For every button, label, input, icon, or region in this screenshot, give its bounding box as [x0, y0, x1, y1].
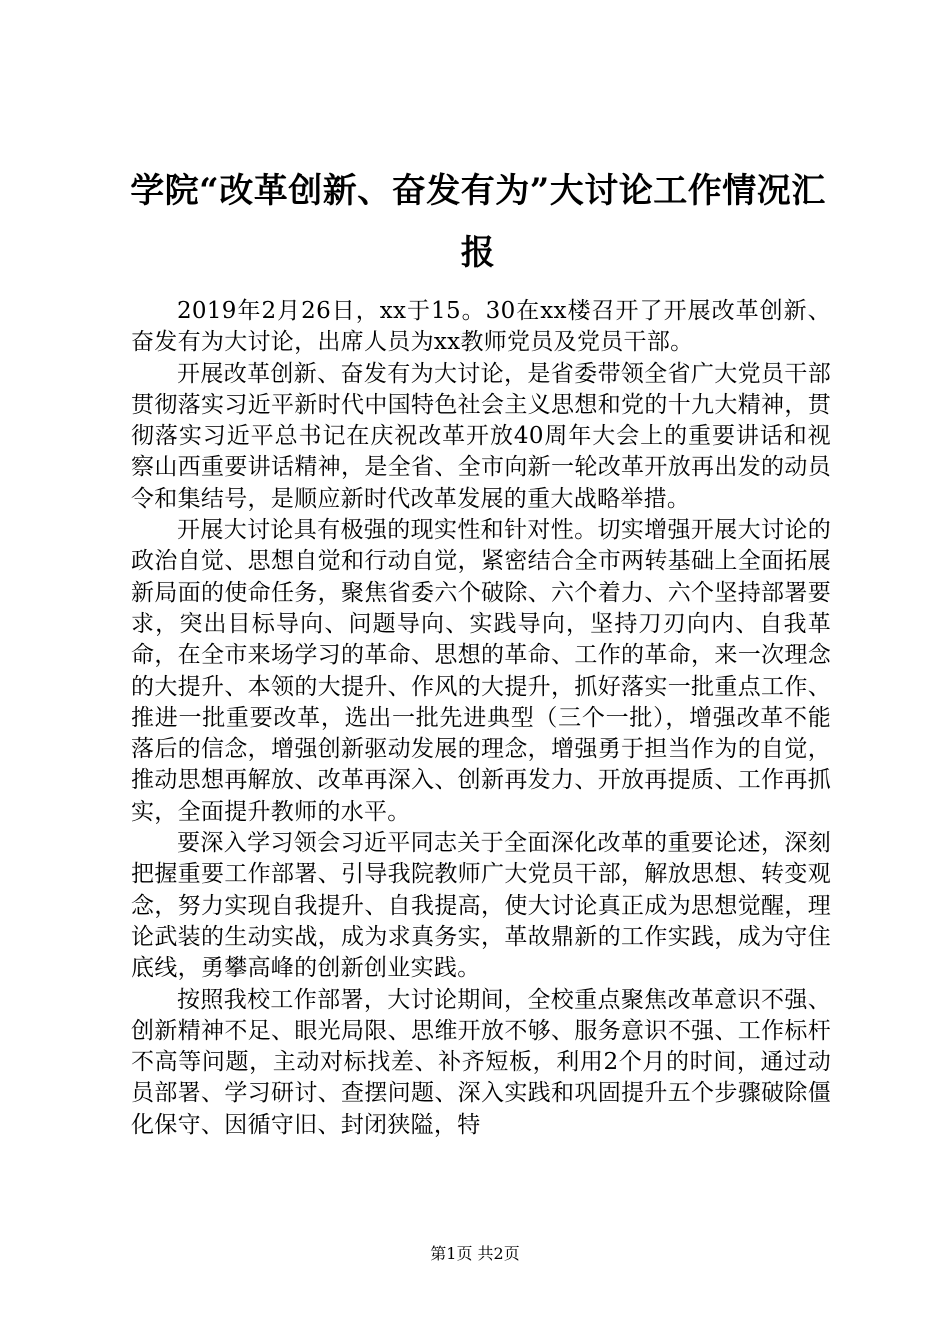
document-body [131, 296, 831, 1141]
paragraph: 按照我校工作部署，大讨论期间，全校重点聚焦改革意识不强、创新精神不足、眼光局限、思维开放不够、服务意识不强、工作标杆不高等问题，主动对标找差、补齐短板，利用2个月的时间，通过动员部署、学习研讨、查摆问题、深入实践和巩固提升五个步骤破除僵化保守、因循守旧、封闭狭隘，特 [131, 986, 831, 1138]
page-number: 第1页 共2页 [430, 1244, 520, 1263]
document-title: 学院“改革创新、奋发有为”大讨论工作情况汇报 [130, 171, 826, 273]
paragraph: 要深入学习领会习近平同志关于全面深化改革的重要论述，深刻把握重要工作部署、引导我院教师广大党员干部，解放思想、转变观念，努力实现自我提升、自我提高，使大讨论真正成为思想觉醒，理论武装的生动实战，成为求真务实，革故鼎新的工作实践，成为守住底线，勇攀高峰的创新创业实践。 [131, 830, 831, 982]
page-footer [0, 1244, 950, 1264]
paragraph: 2019年2月26日，xx于15。30在xx楼召开了开展改革创新、奋发有为大讨论，出席人员为xx教师党员及党员干部。 [131, 298, 831, 356]
paragraph: 开展大讨论具有极强的现实性和针对性。切实增强开展大讨论的政治自觉、思想自觉和行动自觉，紧密结合全市两转基础上全面拓展新局面的使命任务，聚焦省委六个破除、六个着力、六个坚持部署要求，突出目标导向、问题导向、实践导向，坚持刀刃向内、自我革命，在全市来场学习的革命、思想的革命、工作的革命，来一次理念的大提升、本领的大提升、作风的大提升，抓好落实一批重点工作、推进一批重要改革，选出一批先进典型（三个一批），增强改革不能落后的信念，增强创新驱动发展的理念，增强勇于担当作为的自觉，推动思想再解放、改革再深入、创新再发力、开放再提质、工作再抓实，全面提升教师的水平。 [131, 517, 831, 825]
paragraph: 开展改革创新、奋发有为大讨论，是省委带领全省广大党员干部贯彻落实习近平新时代中国特色社会主义思想和党的十九大精神，贯彻落实习近平总书记在庆祝改革开放40周年大会上的重要讲话和视察山西重要讲话精神，是全省、全市向新一轮改革开放再出发的动员令和集结号，是顺应新时代改革发展的重大战略举措。 [131, 360, 831, 512]
